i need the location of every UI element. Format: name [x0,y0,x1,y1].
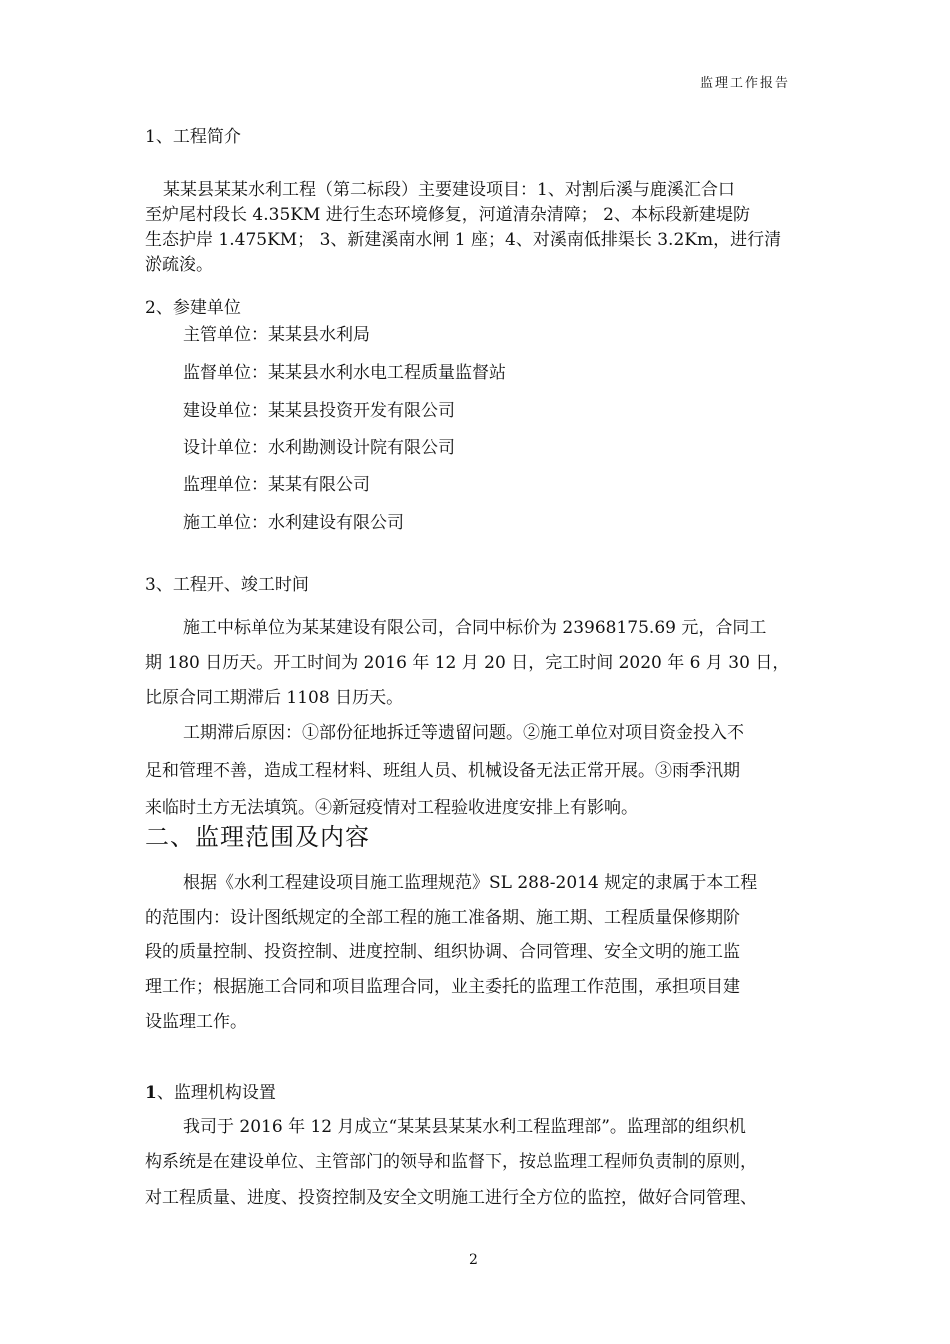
unit-line: 建设单位：某某县投资开发有限公司 [183,401,455,421]
section-title-participants: 2、参建单位 [145,298,241,318]
section-title-text: 、监理机构设置 [156,1083,276,1103]
paragraph-line: 我司于 2016 年 12 月成立“某某县某某水利工程监理部”。监理部的组织机 [183,1117,746,1137]
paragraph-line: 比原合同工期滞后 1108 日历天。 [145,688,404,708]
unit-line: 监督单位：某某县水利水电工程质量监督站 [183,363,506,383]
paragraph-line: 施工中标单位为某某建设有限公司，合同中标价为 23968175.69 元，合同工 [183,618,767,638]
paragraph-line: 足和管理不善，造成工程材料、班组人员、机械设备无法正常开展。③雨季汛期 [145,761,740,781]
paragraph-line: 根据《水利工程建设项目施工监理规范》SL 288-2014 规定的隶属于本工程 [183,873,758,893]
page-number: 2 [469,1252,478,1268]
unit-line: 监理单位：某某有限公司 [183,475,370,495]
paragraph-line: 的范围内：设计图纸规定的全部工程的施工准备期、施工期、工程质量保修期阶 [145,908,740,928]
paragraph-line: 对工程质量、进度、投资控制及安全文明施工进行全方位的监控，做好合同管理、 [145,1188,757,1208]
section-title-schedule: 3、工程开、竣工时间 [145,575,309,595]
paragraph-line: 某某县某某水利工程（第二标段）主要建设项目：1、对割后溪与鹿溪汇合口 [163,180,735,200]
section-title-project-intro: 1、工程简介 [145,127,241,147]
paragraph-line: 来临时土方无法填筑。④新冠疫情对工程验收进度安排上有影响。 [145,798,638,818]
unit-line: 设计单位：水利勘测设计院有限公司 [183,438,455,458]
section-title-organization [145,1078,276,1103]
page-header: 监理工作报告 [700,76,791,91]
paragraph-line: 至炉尾村段长 4.35KM 进行生态环境修复，河道清杂清障； 2、本标段新建堤防 [145,205,750,225]
unit-line: 施工单位：水利建设有限公司 [183,513,404,533]
paragraph-line: 段的质量控制、投资控制、进度控制、组织协调、合同管理、安全文明的施工监 [145,942,740,962]
paragraph-line: 淤疏浚。 [145,255,213,275]
paragraph-line: 工期滞后原因：①部份征地拆迁等遗留问题。②施工单位对项目资金投入不 [183,723,744,743]
paragraph-line: 设监理工作。 [145,1012,247,1032]
paragraph-line: 期 180 日历天。开工时间为 2016 年 12 月 20 日，完工时间 2020 年 6 月 30 日， [145,653,790,673]
paragraph-line: 理工作；根据施工合同和项目监理合同，业主委托的监理工作范围，承担项目建 [145,977,740,997]
unit-line: 主管单位：某某县水利局 [183,325,370,345]
paragraph-line: 生态护岸 1.475KM； 3、新建溪南水闸 1 座；4、对溪南低排渠长 3.2Km，进行清 [145,230,782,250]
chapter-title-scope: 二、监理范围及内容 [145,823,370,851]
section-number: 1 [145,1083,157,1103]
paragraph-line: 构系统是在建设单位、主管部门的领导和监督下，按总监理工程师负责制的原则， [145,1152,757,1172]
